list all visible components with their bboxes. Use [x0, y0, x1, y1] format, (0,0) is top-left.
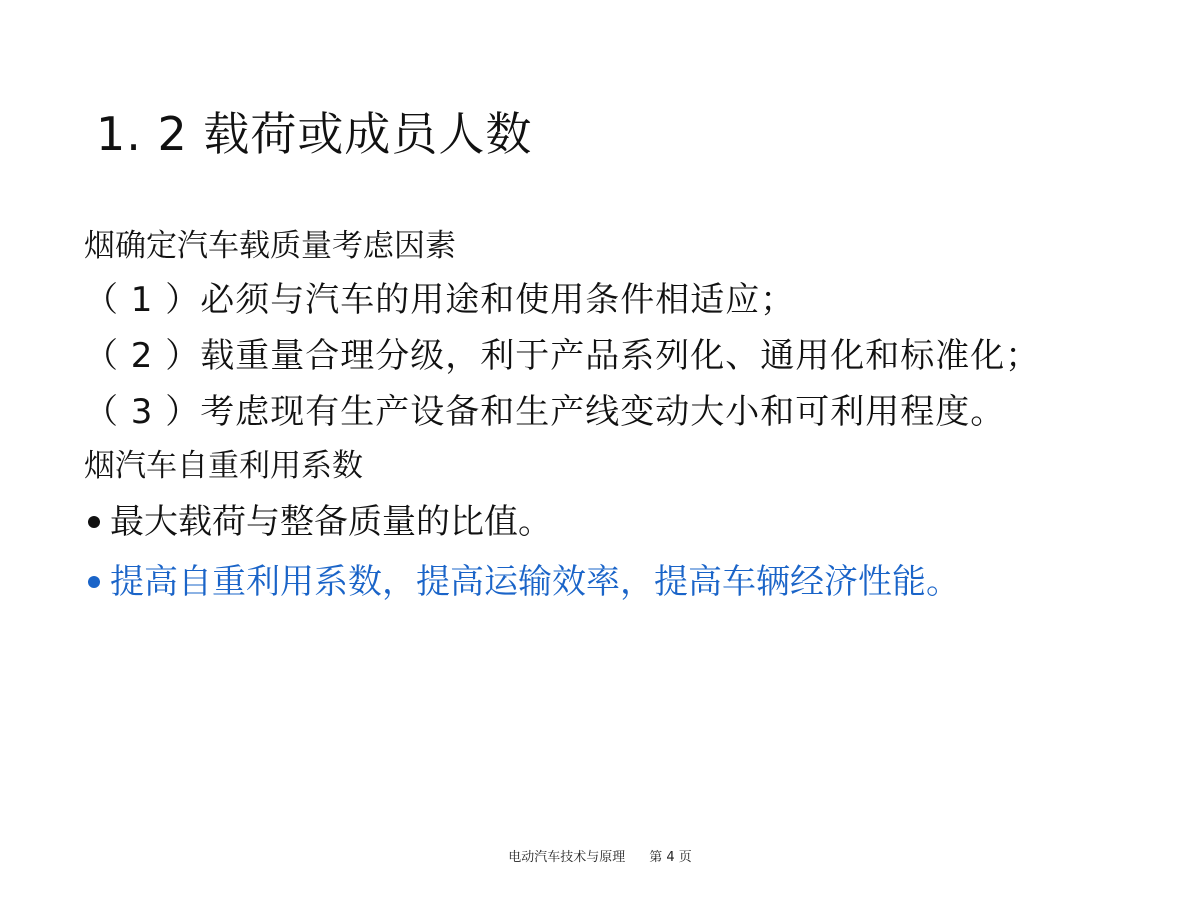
load-factor-item-3: （ 3 ）考虑现有生产设备和生产线变动大小和可利用程度。: [84, 392, 1006, 432]
section-heading-mass-utilization: 烟汽车自重利用系数: [84, 448, 363, 484]
load-factor-item-1: （ 1 ）必须与汽车的用途和使用条件相适应；: [84, 280, 796, 320]
slide-title: 1. 2 载荷或成员人数: [96, 107, 533, 161]
page-number: 第 4 页: [649, 850, 692, 865]
load-factor-item-2: （ 2 ）载重量合理分级，利于产品系列化、通用化和标准化；: [84, 336, 1041, 376]
section-heading-load-factors: 烟确定汽车载质量考虑因素: [84, 228, 456, 264]
bullet-text: 最大载荷与整备质量的比值。: [110, 502, 552, 542]
mass-utilization-bullet-2: [84, 552, 1184, 612]
slide-footer: [0, 850, 1200, 866]
bullet-icon: [88, 576, 100, 588]
bullet-text: 提高自重利用系数，提高运输效率，提高车辆经济性能。: [110, 562, 960, 602]
slide-content: [84, 220, 1184, 612]
bullet-icon: [88, 516, 100, 528]
course-name: 电动汽车技术与原理: [508, 850, 626, 865]
mass-utilization-bullet-1: [84, 492, 1184, 552]
